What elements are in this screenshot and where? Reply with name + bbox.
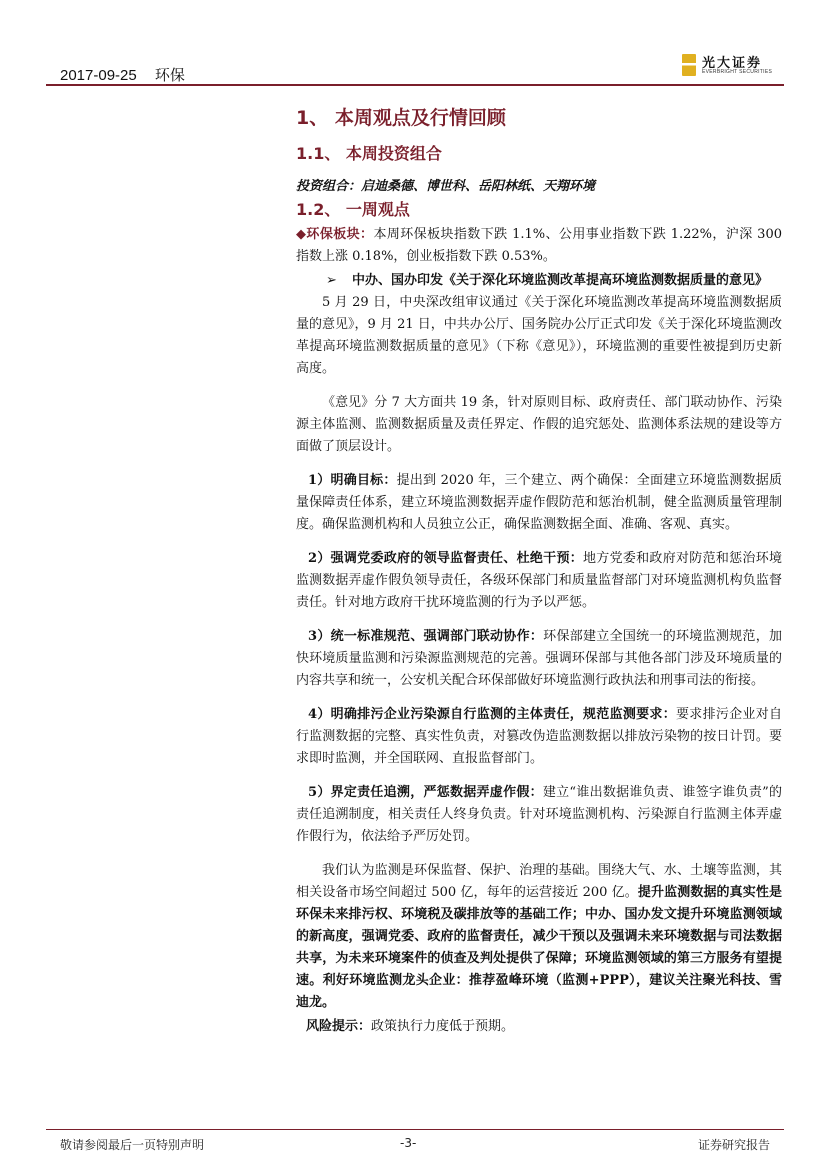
risk-lead: 风险提示： bbox=[306, 1019, 372, 1034]
report-date: 2017-09-25 bbox=[60, 67, 137, 84]
risk-warning bbox=[306, 1016, 782, 1038]
report-sector: 环保 bbox=[154, 67, 185, 84]
paragraph-overview: 《意见》分 7 大方面共 19 条，针对原则目标、政府责任、部门联动协作、污染源主体监测、监测数据质量及责任界定、作假的追究惩处、监测体系法规的建设等方面做了顶层设计。 bbox=[296, 395, 782, 454]
bullet-heading-text: 中办、国办印发《关于深化环境监测改革提高环境监测数据质量的意见》 bbox=[352, 273, 769, 288]
section-1-1-heading: 1.1、 本周投资组合 bbox=[296, 144, 442, 163]
policy-item-lead: 1）明确目标： bbox=[308, 473, 397, 488]
policy-item-5 bbox=[296, 782, 782, 848]
footer-report-type: 证券研究报告 bbox=[698, 1138, 771, 1152]
main-content bbox=[296, 100, 782, 1038]
policy-item-3 bbox=[296, 626, 782, 692]
page-number: -3- bbox=[400, 1136, 417, 1150]
sector-text: 本周环保板块指数下跌 1.1%、公用事业指数下跌 1.22%，沪深 300 指数上涨 0.18%，创业板指数下跌 0.53%。 bbox=[296, 227, 782, 264]
conclusion-paragraph bbox=[296, 860, 782, 1014]
sector-lead: ◆环保板块： bbox=[296, 227, 374, 242]
policy-item-1 bbox=[296, 470, 782, 536]
policy-item-text: 建立“谁出数据谁负责、谁签字谁负责”的责任追溯制度，相关责任人终身负责。针对环境监测机构、污染源自行监测主体弄虚作假行为，依法给予严厉处罚。 bbox=[296, 785, 782, 844]
section-1-heading: 1、 本周观点及行情回顾 bbox=[296, 107, 506, 129]
policy-item-lead: 5）界定责任追溯，严惩数据弄虚作假： bbox=[308, 785, 543, 800]
policy-item-2 bbox=[296, 548, 782, 614]
sector-summary bbox=[296, 224, 782, 268]
paragraph-background: 5 月 29 日，中央深改组审议通过《关于深化环境监测改革提高环境监测数据质量的意见》，9 月 21 日，中共办公厅、国务院办公厅正式印发《关于深化环境监测改革提高环境监测数据质量的意见》（下称《意见》），环境监测的重要性被提到历史新高度。 bbox=[296, 295, 782, 376]
policy-item-lead: 3）统一标准规范、强调部门联动协作： bbox=[308, 629, 544, 644]
logo-chinese-name: 光大证券 bbox=[702, 56, 763, 71]
bullet-heading bbox=[296, 270, 782, 292]
footer-divider bbox=[46, 1129, 784, 1130]
conclusion-bold: 提升监测数据的真实性是环保未来排污权、环境税及碳排放等的基础工作；中办、国办发文提升环境监测领域的新高度，强调党委、政府的监督责任，减少干预以及强调未来环境数据与司法数据共享，为未来环境案件的侦查及判处提供了保障；环境监测领域的第三方服务有望提速。利好环境监测龙头企业：推荐盈峰环境（监测+PPP），建议关注聚光科技、雪迪龙。 bbox=[296, 885, 782, 1010]
logo-mark-icon bbox=[682, 54, 696, 76]
everbright-logo bbox=[682, 52, 782, 78]
header-meta bbox=[60, 64, 185, 85]
conclusion-plain: 我们认为监测是环保监督、保护、治理的基础。围绕大气、水、土壤等监测，其相关设备市场空间超过 500 亿，每年的运营接近 200 亿。 bbox=[296, 863, 782, 900]
policy-item-text: 提出到 2020 年，三个建立、两个确保：全面建立环境监测数据质量保障责任体系，建立环境监测数据弄虚作假防范和惩治机制，健全监测质量管理制度。确保监测机构和人员独立公正，确保监测数据全面、准确、客观、真实。 bbox=[296, 473, 782, 532]
policy-item-text: 要求排污企业对自行监测数据的完整、真实性负责，对篡改伪造监测数据以排放污染物的按日计罚。要求即时监测，并全国联网、直报监督部门。 bbox=[296, 707, 782, 766]
policy-item-text: 地方党委和政府对防范和惩治环境监测数据弄虚作假负领导责任，各级环保部门和质量监督部门对环境监测机构负监督责任。针对地方政府干扰环境监测的行为予以严惩。 bbox=[296, 551, 782, 610]
policy-item-lead: 4）明确排污企业污染源自行监测的主体责任，规范监测要求： bbox=[308, 707, 676, 722]
header-divider bbox=[46, 84, 784, 86]
risk-text: 政策执行力度低于预期。 bbox=[371, 1019, 515, 1034]
footer-disclaimer: 敬请参阅最后一页特别声明 bbox=[60, 1138, 205, 1152]
investment-portfolio: 投资组合：启迪桑德、博世科、岳阳林纸、天翔环境 bbox=[296, 179, 596, 194]
policy-item-4 bbox=[296, 704, 782, 770]
section-1-2-heading: 1.2、 一周观点 bbox=[296, 200, 410, 219]
policy-item-text: 环保部建立全国统一的环境监测规范，加快环境质量监测和污染源监测规范的完善。强调环保部与其他各部门涉及环境质量的内容共享和统一，公安机关配合环保部做好环境监测行政执法和刑事司法的衔接。 bbox=[296, 629, 782, 688]
logo-english-name: EVERBRIGHT SECURITIES bbox=[702, 69, 773, 75]
policy-item-lead: 2）强调党委政府的领导监督责任、杜绝干预： bbox=[308, 551, 584, 566]
arrow-bullet-icon: ➢ bbox=[326, 273, 337, 288]
